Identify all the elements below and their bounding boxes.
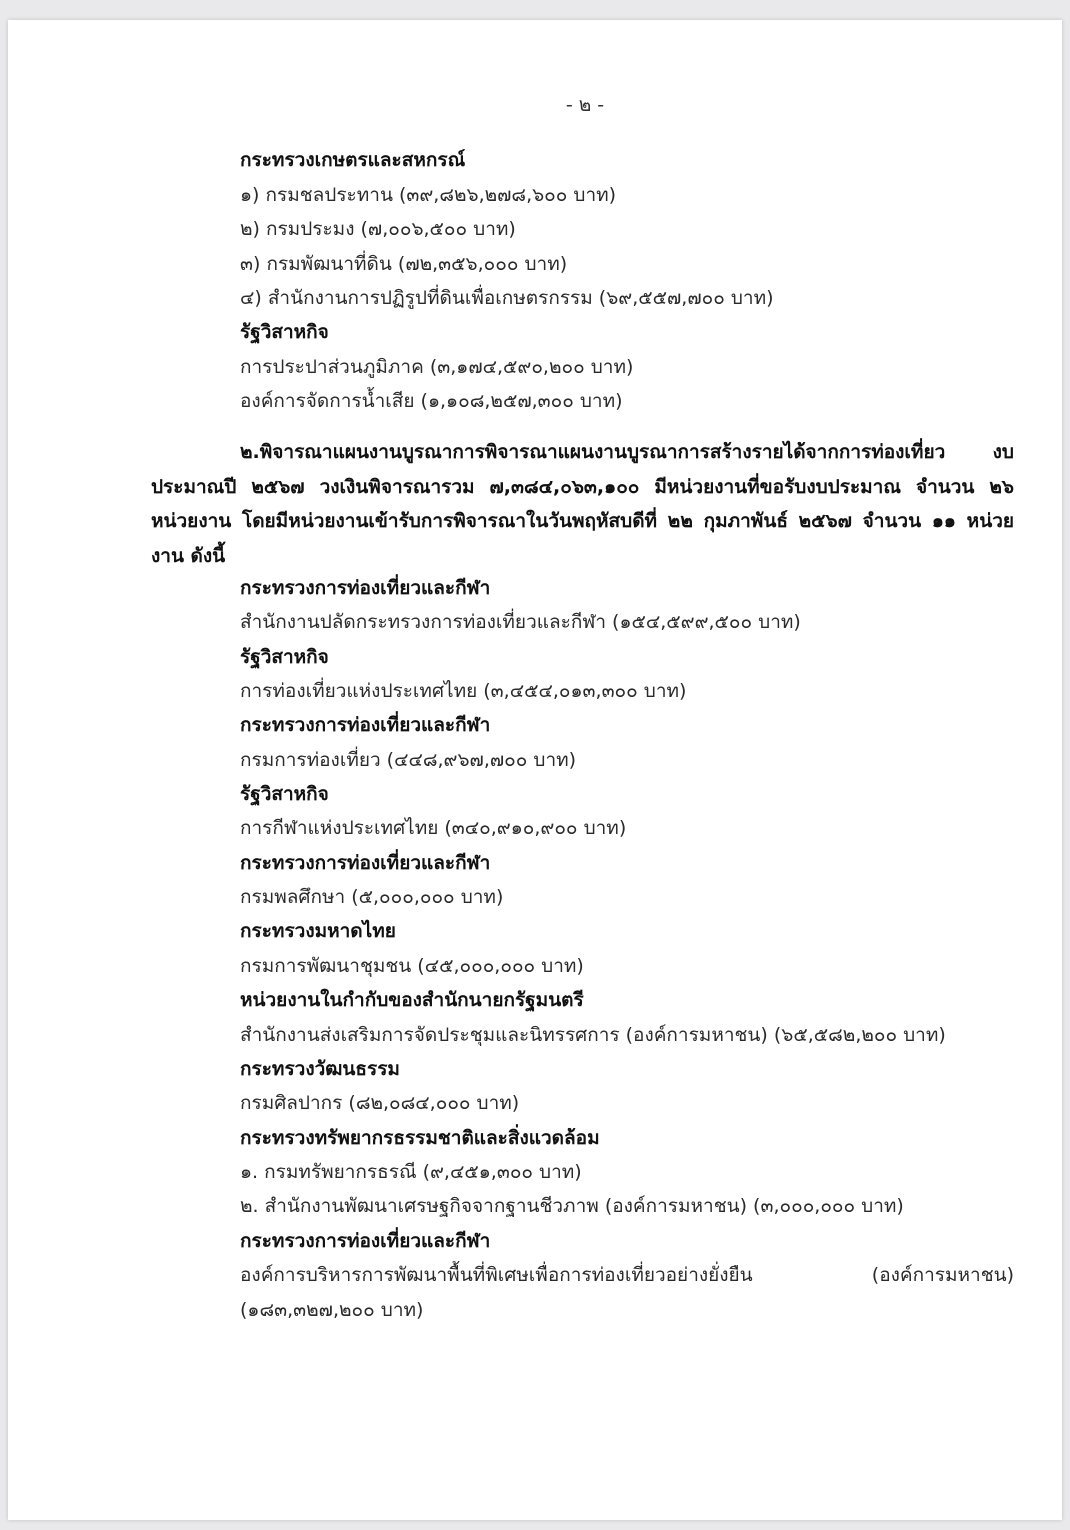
list-item: ๒. สำนักงานพัฒนาเศรษฐกิจจากฐานชีวภาพ (องค์การมหาชน) (๓,๐๐๐,๐๐๐ บาท) bbox=[240, 1195, 904, 1217]
list-item: กรมการท่องเที่ยว (๔๔๘,๙๖๗,๗๐๐ บาท) bbox=[240, 749, 577, 771]
section-2-paragraph: ๒.พิจารณาแผนงานบูรณาการพิจารณาแผนงานบูรณาการสร้างรายได้จากการท่องเที่ยว งบประมาณปี ๒๕๖๗ วงเงินพิจารณารวม ๗,๓๘๔,๐๖๓,๑๐๐ มีหน่วยงานที่ขอรับงบประมาณ จำนวน ๒๖ หน่วยงาน โดยมีหน่วยงานเข้ารับการพิจารณาในวันพฤหัสบดีที่ ๒๒ กุมภาพันธ์ ๒๕๖๗ จำนวน ๑๑ หน่วยงาน ดังนี้ bbox=[151, 441, 1014, 567]
heading-ministry-agriculture: กระทรวงเกษตรและสหกรณ์ bbox=[240, 149, 466, 171]
list-item: ๔) สำนักงานการปฏิรูปที่ดินเพื่อเกษตรกรรม (๖๙,๕๕๗,๗๐๐ บาท) bbox=[240, 287, 774, 309]
heading-ministry-culture: กระทรวงวัฒนธรรม bbox=[240, 1058, 400, 1080]
list-item: ๓) กรมพัฒนาที่ดิน (๗๒,๓๕๖,๐๐๐ บาท) bbox=[240, 253, 568, 275]
list-item: องค์การจัดการน้ำเสีย (๑,๑๐๘,๒๕๗,๓๐๐ บาท) bbox=[240, 390, 623, 412]
heading-ministry: กระทรวงการท่องเที่ยวและกีฬา bbox=[240, 1230, 491, 1252]
list-item: ๑. กรมทรัพยากรธรณี (๙,๔๕๑,๓๐๐ บาท) bbox=[240, 1161, 582, 1183]
list-item: ๑) กรมชลประทาน (๓๙,๘๒๖,๒๗๘,๖๐๐ บาท) bbox=[240, 184, 617, 206]
document-page bbox=[8, 20, 1062, 1520]
heading-state-enterprise: รัฐวิสาหกิจ bbox=[240, 321, 329, 343]
heading-ministry: กระทรวงการท่องเที่ยวและกีฬา bbox=[240, 852, 491, 874]
list-item: สำนักงานส่งเสริมการจัดประชุมและนิทรรศการ (องค์การมหาชน) (๖๕,๕๘๒,๒๐๐ บาท) bbox=[240, 1024, 946, 1046]
heading-state-enterprise: รัฐวิสาหกิจ bbox=[240, 783, 329, 805]
heading-ministry: กระทรวงการท่องเที่ยวและกีฬา bbox=[240, 577, 491, 599]
heading-pm-office-agency: หน่วยงานในกำกับของสำนักนายกรัฐมนตรี bbox=[240, 989, 584, 1011]
heading-ministry: กระทรวงการท่องเที่ยวและกีฬา bbox=[240, 714, 491, 736]
list-item-last: องค์การบริหารการพัฒนาพื้นที่พิเศษเพื่อการท่องเที่ยวอย่างยั่งยืน (องค์การมหาชน) (๑๘๓,๓๒๗,๒๐๐ บาท) bbox=[240, 1264, 1014, 1321]
list-item: การกีฬาแห่งประเทศไทย (๓๔๐,๙๑๐,๙๐๐ บาท) bbox=[240, 817, 627, 839]
list-item: การประปาส่วนภูมิภาค (๓,๑๗๔,๕๙๐,๒๐๐ บาท) bbox=[240, 356, 634, 378]
list-item: ๒) กรมประมง (๗,๐๐๖,๕๐๐ บาท) bbox=[240, 218, 516, 240]
heading-ministry-interior: กระทรวงมหาดไทย bbox=[240, 920, 396, 942]
list-item: การท่องเที่ยวแห่งประเทศไทย (๓,๔๕๔,๐๑๓,๓๐๐ บาท) bbox=[240, 680, 687, 702]
page-number: - ๒ - bbox=[565, 94, 605, 116]
list-item: สำนักงานปลัดกระทรวงการท่องเที่ยวและกีฬา (๑๕๔,๕๙๙,๕๐๐ บาท) bbox=[240, 611, 801, 633]
list-item: กรมการพัฒนาชุมชน (๔๕,๐๐๐,๐๐๐ บาท) bbox=[240, 955, 584, 977]
list-item: กรมพลศึกษา (๕,๐๐๐,๐๐๐ บาท) bbox=[240, 886, 504, 908]
list-item: กรมศิลปากร (๘๒,๐๘๔,๐๐๐ บาท) bbox=[240, 1092, 520, 1114]
heading-ministry-environment: กระทรวงทรัพยากรธรรมชาติและสิ่งแวดล้อม bbox=[240, 1127, 600, 1149]
heading-state-enterprise: รัฐวิสาหกิจ bbox=[240, 646, 329, 668]
